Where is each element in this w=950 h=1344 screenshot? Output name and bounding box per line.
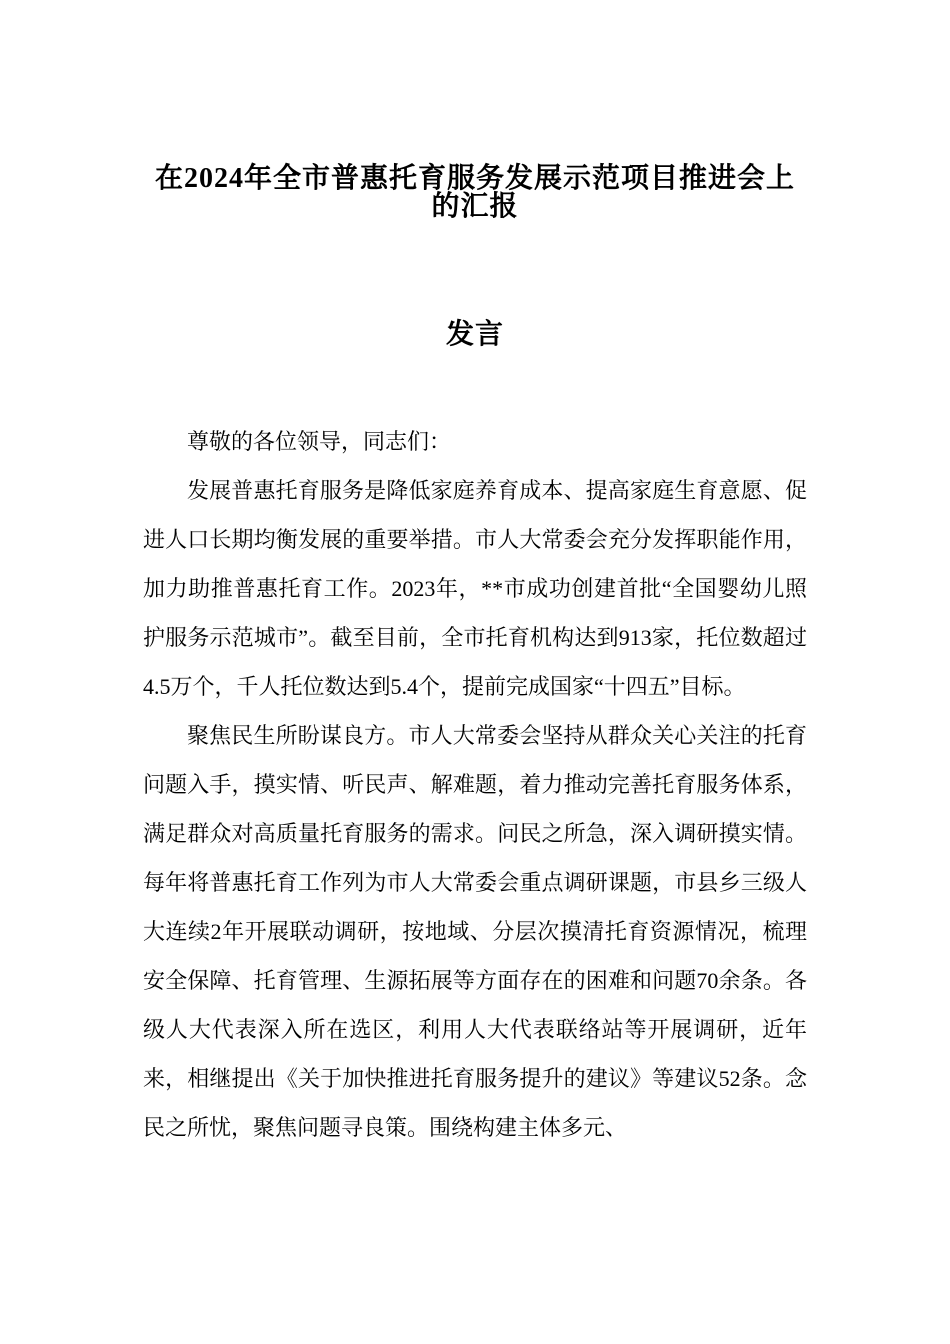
body-paragraph-2: 聚焦民生所盼谋良方。市人大常委会坚持从群众关心关注的托育问题入手，摸实情、听民声、解难题，着力推动完善托育服务体系，满足群众对高质量托育服务的需求。问民之所急，深入调研摸实情。每年将普惠托育工作列为市人大常委会重点调研课题，市县乡三级人大连续2年开展联动调研，按地域、分层次摸清托育资源情况，梳理安全保障、托育管理、生源拓展等方面存在的困难和问题70余条。各级人大代表深入所在选区，利用人大代表联络站等开展调研，近年来，相继提出《关于加快推进托育服务提升的建议》等建议52条。念民之所忧，聚焦问题寻良策。围绕构建主体多元、 — [143, 723, 807, 1140]
document-title-line-1: 在2024年全市普惠托育服务发展示范项目推进会上的汇报 — [154, 163, 795, 222]
document-title-line-2: 发言 — [445, 319, 504, 350]
document-body — [143, 417, 807, 1152]
body-paragraph-1: 发展普惠托育服务是降低家庭养育成本、提高家庭生育意愿、促进人口长期均衡发展的重要举措。市人大常委会充分发挥职能作用，加力助推普惠托育工作。2023年，**市成功创建首批“全国婴幼儿照护服务示范城市”。截至目前，全市托育机构达到913家，托位数超过4.5万个，千人托位数达到5.4个，提前完成国家“十四五”目标。 — [143, 478, 807, 699]
document-title — [143, 165, 807, 349]
salutation-paragraph: 尊敬的各位领导，同志们： — [187, 429, 452, 454]
